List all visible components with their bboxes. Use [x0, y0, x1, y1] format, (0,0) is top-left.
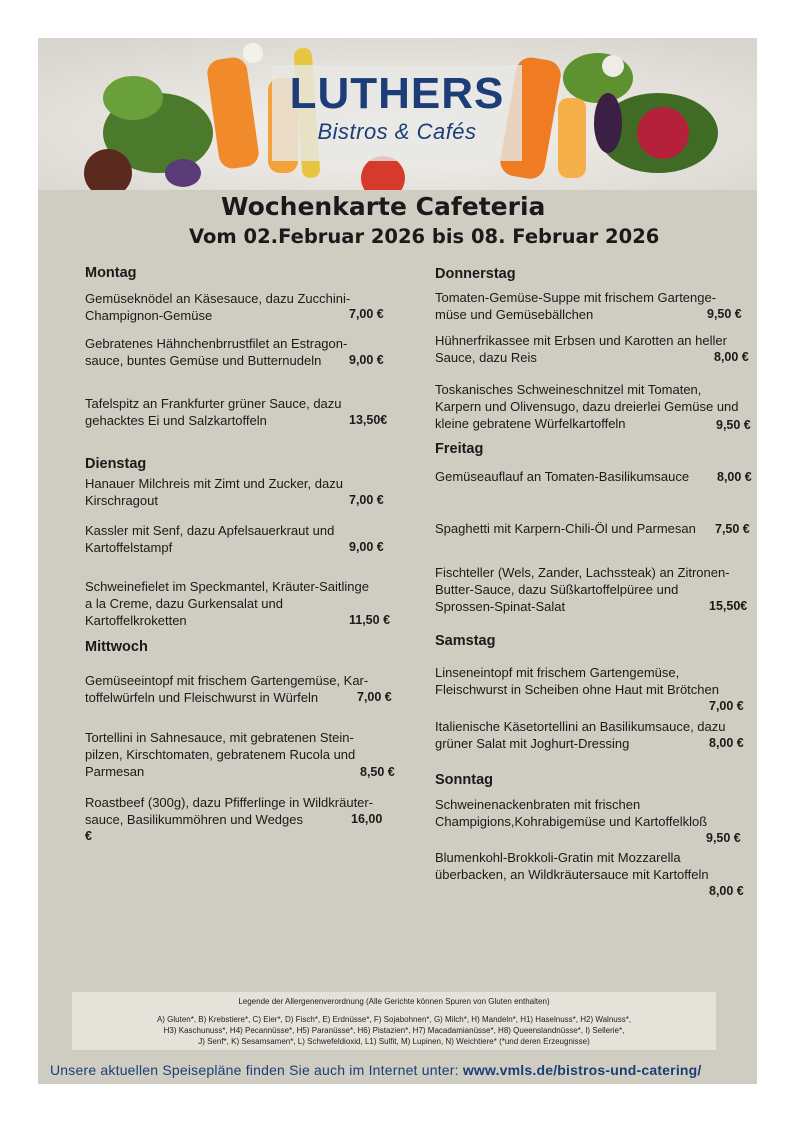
price-dienstag-2: 9,00 € — [349, 540, 384, 554]
day-heading-donnerstag: Donnerstag — [435, 266, 516, 282]
price-donnerstag-1: 9,50 € — [707, 307, 742, 321]
price-dienstag-1: 7,00 € — [349, 493, 384, 507]
dish-donnerstag-1: Tomaten-Gemüse-Suppe mit frischem Gartenge- müse und Gemüsebällchen — [435, 290, 717, 322]
menu-page — [38, 38, 757, 1084]
dish-sonntag-1: Schweinenackenbraten mit frischen Champigions,Kohrabigemüse und Kartoffelkloß — [435, 797, 708, 829]
legend-title: Legende der Allergenenverordnung (Alle Gerichte können Spuren von Gluten enthalten) — [238, 997, 550, 1006]
dish-mittwoch-1: Gemüseeintopf mit frischem Gartengemüse, Kar- toffelwürfeln und Fleischwurst in Würfeln — [85, 673, 369, 705]
price-mittwoch-1: 7,00 € — [357, 690, 392, 704]
allergen-legend — [72, 992, 716, 1050]
price-freitag-3: 15,50€ — [709, 599, 748, 613]
legend-body — [112, 1014, 676, 1047]
price-mittwoch-3-tail: € — [85, 829, 92, 843]
dish-freitag-1: Gemüseauflauf an Tomaten-Basilikumsauce — [435, 469, 690, 484]
dish-montag-1: Gemüseknödel an Käsesauce, dazu Zucchini- Champignon-Gemüse — [85, 291, 351, 323]
footer-link[interactable]: www.vmls.de/bistros-und-catering/ — [462, 1062, 702, 1078]
hero-food-image — [38, 38, 757, 190]
day-heading-sonntag: Sonntag — [435, 772, 493, 788]
dish-montag-2: Gebratenes Hähnchenbrrustfilet an Estragon- sauce, buntes Gemüse und Butternudeln — [85, 336, 348, 368]
day-heading-mittwoch: Mittwoch — [85, 639, 148, 655]
footer-text: Unsere aktuellen Speisepläne finden Sie auch im Internet unter: — [50, 1062, 463, 1078]
dish-freitag-3: Fischteller (Wels, Zander, Lachssteak) an Zitronen- Butter-Sauce, dazu Süßkartoffelpüree und Sprossen-Spinat-Salat — [435, 565, 730, 614]
dish-samstag-1: Linseneintopf mit frischem Gartengemüse, Fleischwurst in Scheiben ohne Haut mit Brötchen — [435, 665, 719, 697]
price-mittwoch-3: 16,00 — [351, 812, 383, 826]
day-heading-freitag: Freitag — [435, 441, 484, 457]
dish-freitag-2: Spaghetti mit Karpern-Chili-Öl und Parmesan — [435, 521, 696, 536]
legend-line-3: J) Senf*, K) Sesamsamen*, L) Schwefeldioxid, L1) Sulfit, M) Lupinen, N) Weichtiere* (*und deren Erzeugnisse) — [198, 1037, 590, 1046]
price-freitag-1: 8,00 € — [717, 470, 752, 484]
day-heading-dienstag: Dienstag — [85, 456, 147, 472]
price-montag-2: 9,00 € — [349, 353, 384, 367]
footer-note — [50, 1062, 702, 1078]
price-samstag-1: 7,00 € — [709, 699, 744, 713]
dish-dienstag-3: Schweinefielet im Speckmantel, Kräuter-Saitlinge a la Creme, dazu Gurkensalat und Kartoffelkroketten — [85, 579, 369, 628]
date-range: Vom 02.Februar 2026 bis 08. Februar 2026 — [189, 225, 660, 248]
dish-donnerstag-2: Hühnerfrikassee mit Erbsen und Karotten an heller Sauce, dazu Reis — [435, 333, 727, 365]
dish-mittwoch-3: Roastbeef (300g), dazu Pfifferlinge in Wildkräuter- sauce, Basilikummöhren und Wedges — [85, 795, 374, 827]
price-mittwoch-2: 8,50 € — [360, 765, 395, 779]
price-donnerstag-2: 8,00 € — [714, 350, 749, 364]
day-heading-montag: Montag — [85, 265, 137, 281]
brand-tagline: Bistros & Cafés — [317, 119, 477, 144]
page-title: Wochenkarte Cafeteria — [221, 192, 546, 221]
dish-sonntag-2: Blumenkohl-Brokkoli-Gratin mit Mozzarella überbacken, an Wildkräutersauce mit Kartoffeln — [435, 850, 709, 882]
brand-logo — [272, 65, 522, 161]
dish-samstag-2: Italienische Käsetortellini an Basilikumsauce, dazu grüner Salat mit Joghurt-Dressing — [435, 719, 726, 751]
price-sonntag-1: 9,50 € — [706, 831, 741, 845]
dish-montag-3: Tafelspitz an Frankfurter grüner Sauce, dazu gehacktes Ei und Salzkartoffeln — [85, 396, 342, 428]
price-montag-3: 13,50€ — [349, 413, 388, 427]
dish-dienstag-2: Kassler mit Senf, dazu Apfelsauerkraut und Kartoffelstampf — [85, 523, 335, 555]
legend-line-1: A) Gluten*, B) Krebstiere*, C) Eier*, D) Fisch*, E) Erdnüsse*, F) Sojabohnen*, G) Milch*, H) Mandeln*, H1) Haselnuss*, H2) Walnuss*, — [156, 1015, 632, 1024]
dish-dienstag-1: Hanauer Milchreis mit Zimt und Zucker, dazu Kirschragout — [85, 476, 343, 508]
brand-name: LUTHERS — [289, 69, 505, 118]
price-sonntag-2: 8,00 € — [709, 884, 744, 898]
price-samstag-2: 8,00 € — [709, 736, 744, 750]
legend-line-2: H3) Kaschunuss*, H4) Pecannüsse*, H5) Paranüsse*, H6) Pistazien*, H7) Macadamianüsse*, H8) Queenslandnüsse*, I) Sellerie*, — [163, 1026, 625, 1035]
price-freitag-2: 7,50 € — [715, 522, 750, 536]
price-donnerstag-3: 9,50 € — [716, 418, 751, 432]
price-montag-1: 7,00 € — [349, 307, 384, 321]
day-heading-samstag: Samstag — [435, 633, 496, 649]
dish-donnerstag-3: Toskanisches Schweineschnitzel mit Tomaten, Karpern und Olivensugo, dazu dreierlei Gemüse und kleine gebratene Würfelkartoffeln — [435, 382, 739, 431]
price-dienstag-3: 11,50 € — [349, 613, 391, 627]
dish-mittwoch-2: Tortellini in Sahnesauce, mit gebratenen Stein- pilzen, Kirschtomaten, gebratenem Rucola und Parmesan — [85, 730, 356, 779]
